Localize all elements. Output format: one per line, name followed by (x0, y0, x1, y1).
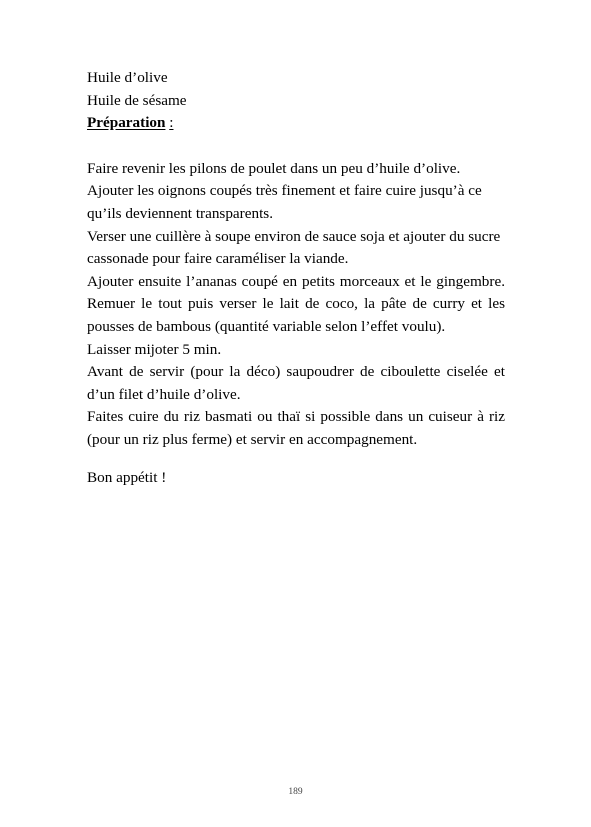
closing-line: Bon appétit ! (87, 468, 167, 486)
step-paragraph: Verser une cuillère à soupe environ de sauce soja et ajouter du sucre cassonade pour faire caraméliser la viande. (87, 227, 501, 268)
preparation-steps (87, 158, 505, 452)
page-number: 189 (288, 787, 303, 797)
recipe-content (87, 67, 505, 504)
preparation-heading-label: Préparation (87, 114, 166, 132)
preparation-heading (87, 112, 505, 135)
ingredient-item: Huile d’olive (87, 69, 168, 86)
ingredient-item: Huile de sésame (87, 91, 187, 109)
step-paragraph: Ajouter ensuite l’ananas coupé en petits morceaux et le gingembre. Remuer le tout puis verser le lait de coco, la pâte de curry et les pousses de bambous (quantité variable selon l’effet voulu). (87, 272, 505, 335)
preparation-heading-colon: : (169, 114, 174, 132)
step-paragraph: Laisser mijoter 5 min. (87, 340, 222, 358)
step-paragraph: Faire revenir les pilons de poulet dans un peu d’huile d’olive. (87, 159, 461, 177)
step-paragraph: Avant de servir (pour la déco) saupoudrer de ciboulette ciselée et d’un filet d’huile d’olive. (87, 363, 505, 403)
step-paragraph: Faites cuire du riz basmati ou thaï si possible dans un cuiseur à riz (pour un riz plus ferme) et servir en accompagnement. (87, 408, 505, 448)
step-paragraph: Ajouter les oignons coupés très finement et faire cuire jusqu’à ce qu’ils deviennent transparents. (87, 182, 482, 222)
